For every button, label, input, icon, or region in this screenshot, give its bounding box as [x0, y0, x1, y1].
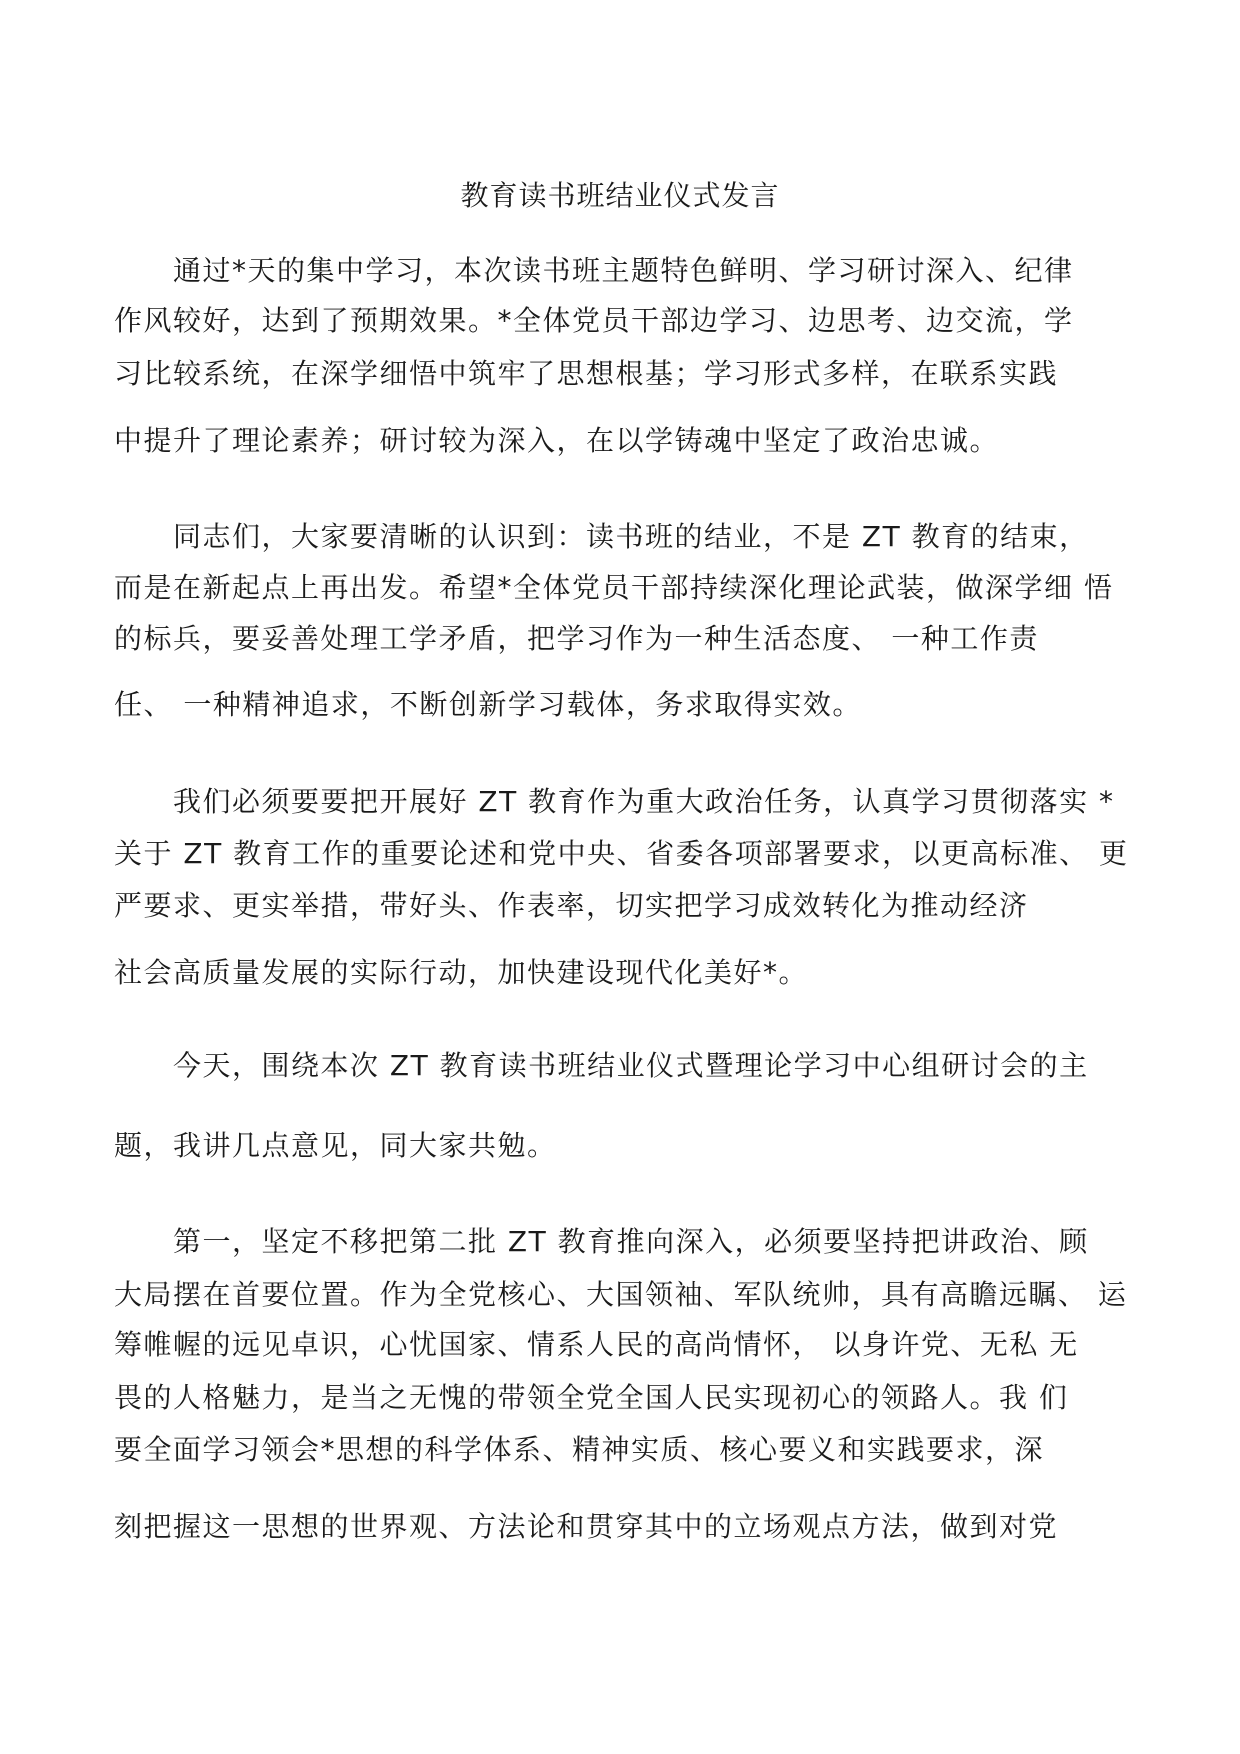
paragraph-3-line-3: 严要求、更实举措，带好头、作表率，切实把学习成效转化为推动经济 [114, 889, 1029, 922]
paragraph-1-line-3: 习比较系统，在深学细悟中筑牢了思想根基；学习形式多样，在联系实践 [114, 357, 1059, 390]
paragraph-5-line-4: 畏的人格魅力，是当之无愧的带领全党全国人民实现初心的领路人。我 们 [114, 1381, 1069, 1414]
paragraph-2-line-3: 的标兵，要妥善处理工学矛盾，把学习作为一种生活态度、 一种工作责 [114, 622, 1039, 655]
paragraph-2-line-4: 任、 一种精神追求，不断创新学习载体，务求取得实效。 [114, 688, 862, 721]
paragraph-3-line-1: 我们必须要要把开展好 ZT 教育作为重大政治任务，认真学习贯彻落实 * [114, 785, 1115, 818]
paragraph-5-line-5: 要全面学习领会*思想的科学体系、精神实质、核心要义和实践要求，深 [114, 1433, 1045, 1466]
paragraph-1-line-4: 中提升了理论素养；研讨较为深入，在以学铸魂中坚定了政治忠诚。 [114, 424, 1000, 457]
paragraph-4-line-1: 今天，围绕本次 ZT 教育读书班结业仪式暨理论学习中心组研讨会的主 [114, 1049, 1089, 1082]
paragraph-3-line-2: 关于 ZT 教育工作的重要论述和党中央、省委各项部署要求，以更高标准、 更 [114, 837, 1129, 870]
paragraph-1-line-1: 通过*天的集中学习，本次读书班主题特色鲜明、学习研讨深入、纪律 [114, 254, 1074, 287]
paragraph-3-line-4: 社会高质量发展的实际行动，加快建设现代化美好*。 [114, 956, 809, 989]
paragraph-5-line-1: 第一，坚定不移把第二批 ZT 教育推向深入，必须要坚持把讲政治、顾 [114, 1225, 1089, 1258]
paragraph-2-line-2: 而是在新起点上再出发。希望*全体党员干部持续深化理论武装，做深学细 悟 [114, 571, 1114, 604]
paragraph-5-line-3: 筹帷幄的远见卓识，心忧国家、情系人民的高尚情怀， 以身许党、无私 无 [114, 1328, 1079, 1361]
paragraph-5-line-6: 刻把握这一思想的世界观、方法论和贯穿其中的立场观点方法，做到对党 [114, 1510, 1059, 1543]
paragraph-2-line-1: 同志们，大家要清晰的认识到：读书班的结业，不是 ZT 教育的结束， [114, 520, 1089, 553]
document-title: 教育读书班结业仪式发言 [460, 179, 780, 212]
paragraph-5-line-2: 大局摆在首要位置。作为全党核心、大国领袖、军队统帅，具有高瞻远瞩、 运 [114, 1278, 1128, 1311]
paragraph-4-line-2: 题，我讲几点意见，同大家共勉。 [114, 1129, 557, 1162]
paragraph-1-line-2: 作风较好，达到了预期效果。*全体党员干部边学习、边思考、边交流，学 [114, 304, 1074, 337]
